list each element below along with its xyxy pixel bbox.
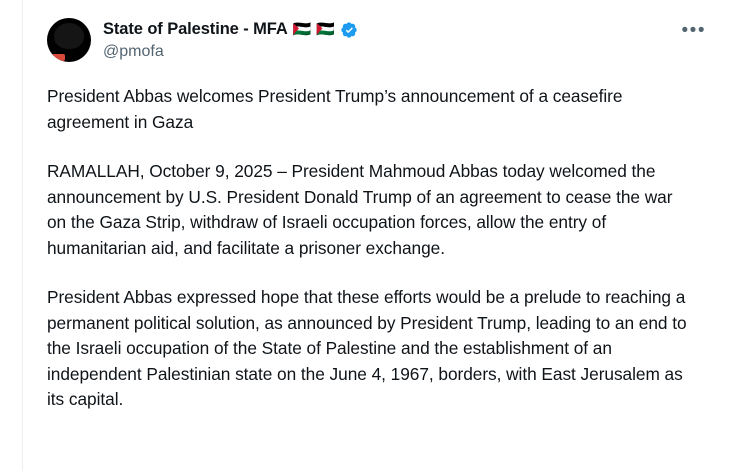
flag-icon-1: 🇵🇸	[292, 21, 312, 39]
tweet-paragraph-2: RAMALLAH, October 9, 2025 – President Mahmoud Abbas today welcomed the announcement by U.S. President Donald Trump of an agreement to cease the war on the Gaza Strip, withdraw of Israeli occupation forces, allow the entry of humanitarian aid, and facilitate a prisoner exchange.	[47, 161, 673, 258]
author-handle[interactable]: @pmofa	[103, 42, 164, 60]
display-name-line	[103, 20, 358, 40]
avatar[interactable]	[47, 18, 91, 62]
tweet-paragraph-3: President Abbas expressed hope that these efforts would be a prelude to reaching a permanent political solution, as announced by President Trump, leading to an end to the Israeli occupation of the State of Palestine and the establishment of an independent Palestinian state on the June 4, 1967, borders, with East Jerusalem as its capital.	[47, 287, 687, 409]
display-name[interactable]: State of Palestine - MFA	[103, 20, 288, 38]
flag-icon-2: 🇵🇸	[316, 21, 336, 39]
left-rail	[0, 0, 23, 471]
avatar-shape	[54, 23, 84, 49]
more-options-icon[interactable]: •••	[681, 20, 706, 41]
tweet-card	[23, 0, 730, 471]
verified-badge-icon	[340, 21, 358, 39]
tweet-body	[47, 84, 692, 413]
tweet-paragraph-1: President Abbas welcomes President Trump’s announcement of a ceasefire agreement in Gaza	[47, 86, 623, 132]
tweet-header	[47, 18, 706, 74]
author-block	[103, 18, 358, 61]
avatar-accent	[51, 54, 65, 61]
